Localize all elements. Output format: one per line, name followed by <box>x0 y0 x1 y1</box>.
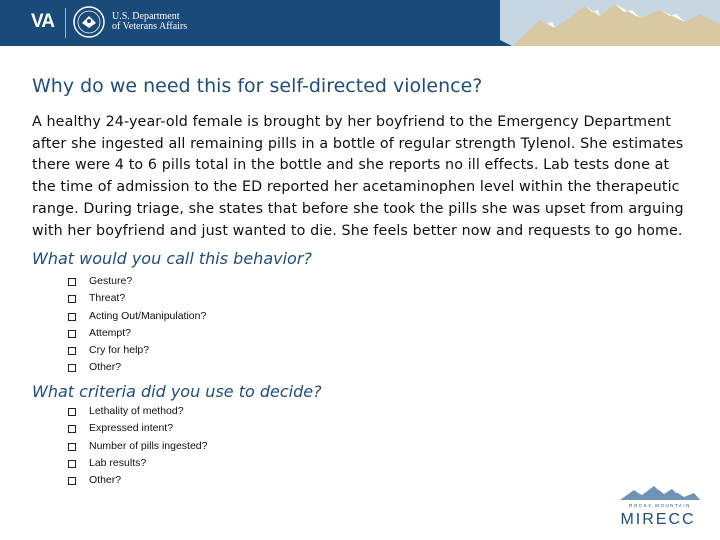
checkbox-icon <box>68 477 76 485</box>
option-label: Number of pills ingested? <box>89 439 208 452</box>
logo-big-text: MIRECC <box>620 511 696 528</box>
checkbox-icon <box>68 313 76 321</box>
checkbox-icon <box>68 295 76 303</box>
question-criteria: What criteria did you use to decide? <box>32 382 322 401</box>
slide-title: Why do we need this for self-directed violence? <box>32 75 483 97</box>
checkbox-icon <box>68 460 76 468</box>
checkbox-icon <box>68 364 76 372</box>
option-label: Cry for help? <box>89 344 150 357</box>
va-header-bar <box>0 0 720 46</box>
checkbox-icon <box>68 330 76 338</box>
option-label: Acting Out/Manipulation? <box>89 309 207 322</box>
checkbox-icon <box>68 443 76 451</box>
option-label: Attempt? <box>89 326 132 339</box>
mountain-banner-icon <box>500 0 720 46</box>
case-description: A healthy 24-year-old female is brought by her boyfriend to the Emergency Department after she ingested all remaining pills in a bottle of regular strength Tylenol. She estimates there were 4 to 6 pills total in the bottle and she reports no ill effects. Lab tests done at the time of admission to the ED reported her acetaminophen level within the therapeutic range. During triage, she states that before she took the pills she was upset from arguing with her boyfriend and just wanted to die. She feels better now and requests to go home. <box>32 114 684 239</box>
option-label: Gesture? <box>89 275 133 287</box>
department-line-2: of Veterans Affairs <box>112 21 188 32</box>
option-label: Threat? <box>89 292 126 305</box>
mirecc-mountain-icon <box>620 486 700 500</box>
checkbox-icon <box>68 425 76 433</box>
option-label: Lethality of method? <box>89 405 184 417</box>
header-divider <box>65 8 66 38</box>
mirecc-logo <box>612 484 702 528</box>
department-name <box>112 12 187 32</box>
department-line-1: U.S. Department <box>112 11 180 22</box>
question-behavior: What would you call this behavior? <box>32 249 312 268</box>
va-logo-mark: VA <box>31 11 54 32</box>
option-label: Other? <box>89 474 122 487</box>
option-label: Expressed intent? <box>89 422 174 435</box>
option-label: Other? <box>89 361 122 374</box>
checkbox-icon <box>68 278 76 286</box>
option-label: Lab results? <box>89 456 147 469</box>
va-seal-icon <box>73 6 105 38</box>
checkbox-icon <box>68 347 76 355</box>
checkbox-icon <box>68 408 76 416</box>
logo-small-text: ROCKY MOUNTAIN <box>629 503 691 508</box>
